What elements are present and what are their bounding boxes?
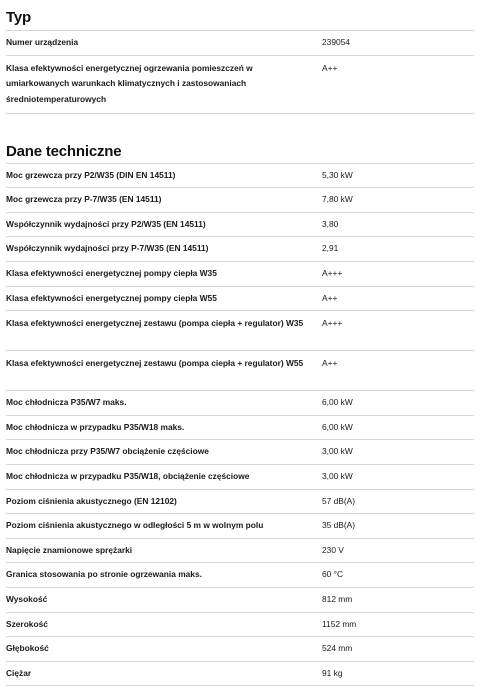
spec-label: Napięcie znamionowe sprężarki [6,544,133,555]
spec-row [6,588,474,613]
spec-value: 3,80 [322,218,339,229]
spec-label: Klasa efektywności energetycznej pompy ciepła W55 [6,292,217,303]
spec-value: 6,00 kW [322,421,353,432]
spec-row [6,440,474,465]
spec-value: 230 V [322,544,344,555]
spec-value: A+++ [322,318,343,329]
spec-row [6,416,474,441]
spec-row [6,662,474,687]
spec-value: A++ [322,62,338,73]
spec-label: Moc chłodnicza P35/W7 maks. [6,397,127,408]
section-title-technical-data: Dane techniczne [6,127,474,164]
spec-value: 524 mm [322,643,353,654]
spec-row [6,613,474,638]
spec-row [6,514,474,539]
spec-value: 3,00 kW [322,470,353,481]
spec-label: Współczynnik wydajności przy P2/W35 (EN 14511) [6,218,206,229]
spec-row [6,351,474,391]
spec-label: Moc chłodnicza w przypadku P35/W18, obciążenie częściowe [6,470,250,481]
spec-value: 60 °C [322,569,344,580]
spec-row [6,563,474,588]
spec-value: 5,30 kW [322,169,353,180]
spec-label: Moc chłodnicza przy P35/W7 obciążenie częściowe [6,446,209,457]
spec-value: 7,80 kW [322,194,353,205]
spec-label: Ciężar [6,667,32,678]
spec-row [6,391,474,416]
spec-label: Głębokość [6,643,49,654]
spec-label: Klasa efektywności energetycznej zestawu (pompa ciepła + regulator) W55 [6,358,304,369]
spec-value: 91 kg [322,667,343,678]
spec-row-heating-efficiency-class [6,56,474,114]
spec-label: Klasa efektywności energetycznej pompy ciepła W35 [6,268,217,279]
spec-row [6,164,474,189]
spec-row [6,237,474,262]
spec-label: Granica stosowania po stronie ogrzewania maks. [6,569,202,580]
spec-value: 3,00 kW [322,446,353,457]
spec-value: 239054 [322,37,350,48]
spec-label: Moc grzewcza przy P-7/W35 (EN 14511) [6,194,162,205]
spec-value: 2,91 [322,243,339,254]
spec-value: 57 dB(A) [322,495,356,506]
spec-label: Poziom ciśnienia akustycznego w odległości 5 m w wolnym polu [6,520,264,531]
spec-label: Współczynnik wydajności przy P-7/W35 (EN 14511) [6,243,209,254]
spec-value: 1152 mm [322,618,357,629]
spec-label: Szerokość [6,618,48,629]
spec-value: 812 mm [322,593,353,604]
spec-value: A++ [322,292,338,303]
spec-row [6,287,474,312]
spec-label: Klasa efektywności energetycznej zestawu (pompa ciepła + regulator) W35 [6,318,304,329]
spec-value: 6,00 kW [322,397,353,408]
section-title-typ: Typ [6,0,474,31]
spec-row [6,262,474,287]
spec-label: Moc chłodnicza w przypadku P35/W18 maks. [6,421,185,432]
spec-row [6,490,474,515]
spec-label: Moc grzewcza przy P2/W35 (DIN EN 14511) [6,169,176,180]
spec-label: Numer urządzenia [6,37,79,48]
spec-label: Poziom ciśnienia akustycznego (EN 12102) [6,495,177,506]
spec-row [6,311,474,351]
spec-row [6,637,474,662]
spec-row-device-number [6,31,474,56]
spec-row [6,465,474,490]
spec-value: A+++ [322,268,343,279]
spec-label: Wysokość [6,593,48,604]
spec-row [6,188,474,213]
spec-row [6,539,474,564]
spec-row [6,213,474,238]
spec-value: A++ [322,358,338,369]
spec-value: 35 dB(A) [322,520,356,531]
spec-label: Klasa efektywności energetycznej ogrzewania pomieszczeń w umiarkowanych warunkach klimatycznych i zastosowaniach średniotemperaturowych [6,62,253,104]
